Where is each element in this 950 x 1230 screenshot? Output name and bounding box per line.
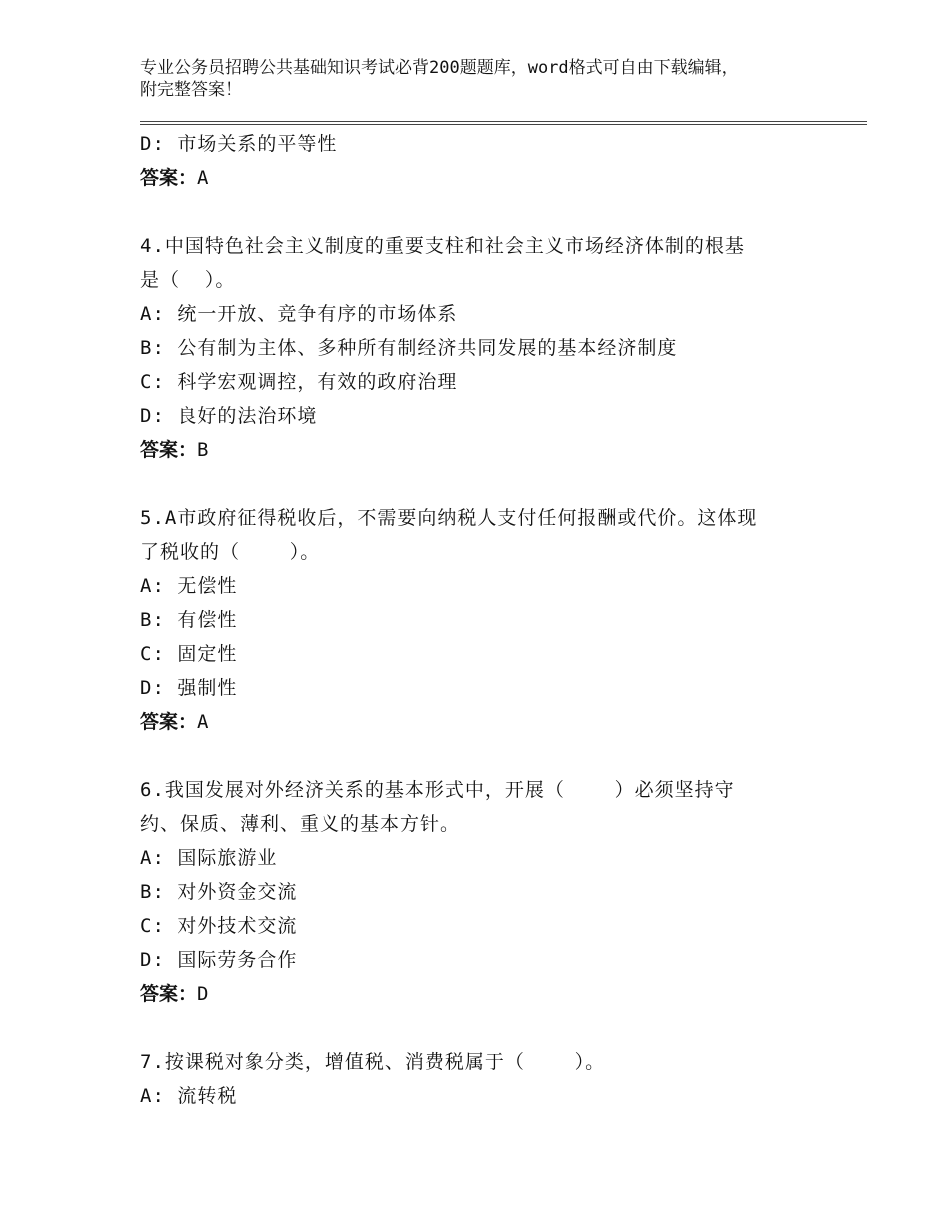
option-a: A: 无偿性 <box>140 575 238 597</box>
option-d: D: 良好的法治环境 <box>140 405 318 427</box>
answer-line <box>140 433 830 467</box>
question-stem: 是（ ）。 <box>140 269 236 291</box>
option-a: A: 国际旅游业 <box>140 847 278 869</box>
question-stem: 5.A市政府征得税收后，不需要向纳税人支付任何报酬或代价。这体现 <box>140 507 758 529</box>
option-b: B: 有偿性 <box>140 609 238 631</box>
question-4 <box>140 229 830 467</box>
option-c: C: 对外技术交流 <box>140 915 298 937</box>
document-header <box>140 57 840 101</box>
question-6 <box>140 773 830 1011</box>
option-a: A: 统一开放、竞争有序的市场体系 <box>140 303 458 325</box>
option-b: B: 对外资金交流 <box>140 881 298 903</box>
question-7 <box>140 1045 830 1113</box>
answer-value: D <box>197 983 209 1005</box>
answer-label: 答案： <box>140 711 198 733</box>
answer-label: 答案： <box>140 439 198 461</box>
option-b: B: 公有制为主体、多种所有制经济共同发展的基本经济制度 <box>140 337 678 359</box>
answer-value: A <box>197 711 209 733</box>
answer-line <box>140 161 830 195</box>
answer-label: 答案： <box>140 983 198 1005</box>
header-divider-top <box>140 121 867 122</box>
header-line-2: 附完整答案！ <box>140 80 242 100</box>
option-c: C: 固定性 <box>140 643 238 665</box>
option-d: D: 市场关系的平等性 <box>140 133 338 155</box>
header-line-1: 专业公务员招聘公共基础知识考试必背200题题库，word格式可自由下载编辑， <box>140 58 739 78</box>
question-stem: 4.中国特色社会主义制度的重要支柱和社会主义市场经济体制的根基 <box>140 235 745 257</box>
answer-line <box>140 977 830 1011</box>
question-3-partial <box>140 127 830 195</box>
question-stem: 约、保质、薄利、重义的基本方针。 <box>140 813 461 835</box>
header-divider-bottom <box>140 124 867 125</box>
document-body <box>140 127 830 1113</box>
option-d: D: 国际劳务合作 <box>140 949 298 971</box>
answer-value: A <box>197 167 209 189</box>
answer-line <box>140 705 830 739</box>
question-stem: 7.按课税对象分类，增值税、消费税属于（ ）。 <box>140 1051 606 1073</box>
question-stem: 6.我国发展对外经济关系的基本形式中，开展（ ）必须坚持守 <box>140 779 735 801</box>
option-a: A: 流转税 <box>140 1085 238 1107</box>
answer-label: 答案： <box>140 167 198 189</box>
answer-value: B <box>197 439 209 461</box>
question-stem: 了税收的（ ）。 <box>140 541 321 563</box>
question-5 <box>140 501 830 739</box>
option-d: D: 强制性 <box>140 677 238 699</box>
option-c: C: 科学宏观调控，有效的政府治理 <box>140 371 458 393</box>
